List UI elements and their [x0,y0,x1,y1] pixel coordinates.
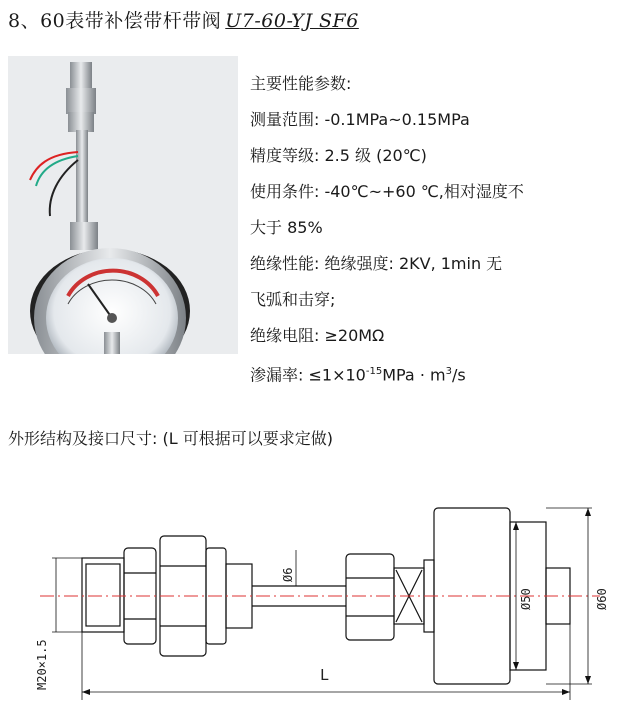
technical-drawing [0,478,629,711]
spec-line: 绝缘性能: 绝缘强度: 2KV, 1min 无 [250,254,503,273]
leak-unit: MPa · m [382,365,446,385]
spec-line: 精度等级: 2.5 级 (20℃) [250,146,427,165]
spec-list [250,66,620,390]
thread-label: M20×1.5 [35,639,49,690]
dimension-drawing [0,478,629,711]
leak-exponent: -15 [365,366,383,377]
rod-diameter-label: Ø6 [281,567,295,582]
page-title [8,6,359,33]
spec-leak-rate [250,354,620,390]
dimension-subtitle: 外形结构及接口尺寸: (L 可根据可以要求定做) [8,429,333,448]
spec-line: 大于 85% [250,218,323,237]
case-diameter-label: Ø50 [519,588,533,610]
title-prefix: 8、60表带补偿带杆带阀 [8,10,222,32]
thread-fitting-inner-shape [86,564,120,626]
gauge-photo-illustration [8,56,238,354]
spec-line: 飞弧和击穿; [250,290,336,309]
spec-line: 绝缘电阻: ≥20MΩ [250,326,385,345]
thread-fitting-shape [82,558,124,632]
length-label: L [320,666,330,684]
leak-unit-exponent: 3 [445,366,452,377]
valve-nut-shape [346,554,394,640]
title-model: U7-60-YJ SF6 [225,10,359,32]
spec-heading: 主要性能参数: [250,74,352,93]
spec-line: 使用条件: -40℃~+60 ℃,相对湿度不 [250,182,524,201]
leak-tail: /s [451,365,466,385]
outer-diameter-label: Ø60 [595,588,609,610]
spec-line: 测量范围: -0.1MPa~0.15MPa [250,110,470,129]
leak-label: 渗漏率: ≤1×10 [250,365,366,385]
product-photo [8,56,238,354]
